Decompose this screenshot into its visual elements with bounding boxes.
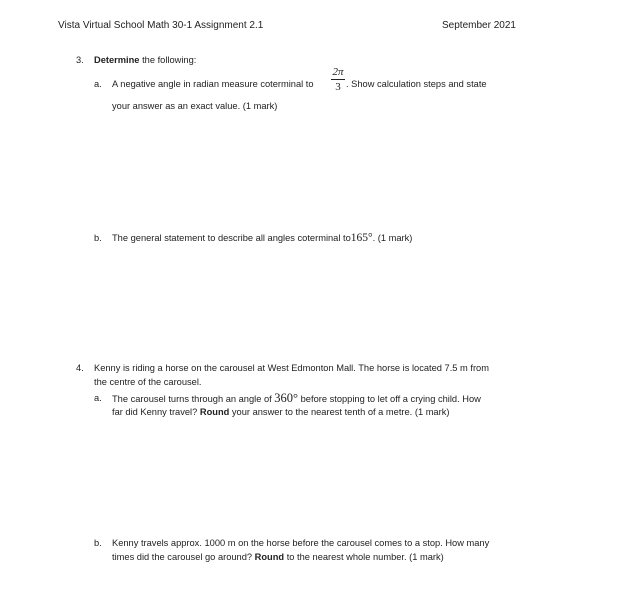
document-date: September 2021: [442, 20, 516, 31]
q4b-line2-before: times did the carousel go around?: [112, 552, 253, 562]
q4b-line2-after: to the nearest whole number. (1 mark): [286, 552, 444, 562]
q4b-line1: Kenny travels approx. 1000 m on the horse before the carousel comes to a stop. How many: [112, 538, 490, 548]
q3-lead-rest: the following:: [142, 55, 197, 65]
q4a-line2-bold: Round: [199, 407, 230, 417]
q4b-line2: [112, 550, 444, 564]
q3b-letter: b.: [94, 233, 102, 243]
q3-lead-bold: Determine: [94, 55, 140, 65]
q3-number: 3.: [76, 55, 84, 65]
q4a-text-after: before stopping to let off a crying child. How: [300, 394, 481, 404]
q3a-text-after: . Show calculation steps and state: [346, 79, 487, 89]
fraction-bar: [331, 79, 345, 80]
q4a-line2: [112, 405, 449, 419]
q4a-text-before: The carousel turns through an angle of: [112, 394, 272, 404]
q3b-text-after: . (1 mark): [372, 233, 413, 243]
q3b-text: [112, 231, 412, 245]
q4a-line2-after: your answer to the nearest tenth of a metre. (1 mark): [231, 407, 450, 417]
q4-number: 4.: [76, 363, 84, 373]
q3-lead: [94, 53, 196, 67]
q4a-line2-before: far did Kenny travel?: [112, 407, 198, 417]
q4a-angle: 360°: [274, 391, 299, 405]
q4b-letter: b.: [94, 538, 102, 548]
q3a-fraction: [331, 66, 345, 93]
q4b-line2-bold: Round: [254, 552, 285, 562]
q4a-line1: [112, 391, 481, 406]
q4a-letter: a.: [94, 393, 102, 403]
q3a-text-before: A negative angle in radian measure coterminal to: [112, 79, 314, 89]
q3a-line2: your answer as an exact value. (1 mark): [112, 101, 278, 111]
document-title: Vista Virtual School Math 30-1 Assignment 2.1: [58, 20, 264, 31]
q3a-frac-numerator: 2π: [332, 66, 344, 78]
q3b-text-before: The general statement to describe all angles coterminal to: [112, 233, 351, 243]
q3a-frac-denominator: 3: [335, 81, 341, 93]
q4-line1: Kenny is riding a horse on the carousel at West Edmonton Mall. The horse is located 7.5 m from: [94, 363, 489, 373]
q3b-angle: 165°: [350, 232, 373, 244]
q4-line2: the centre of the carousel.: [94, 377, 202, 387]
q3a-letter: a.: [94, 79, 102, 89]
